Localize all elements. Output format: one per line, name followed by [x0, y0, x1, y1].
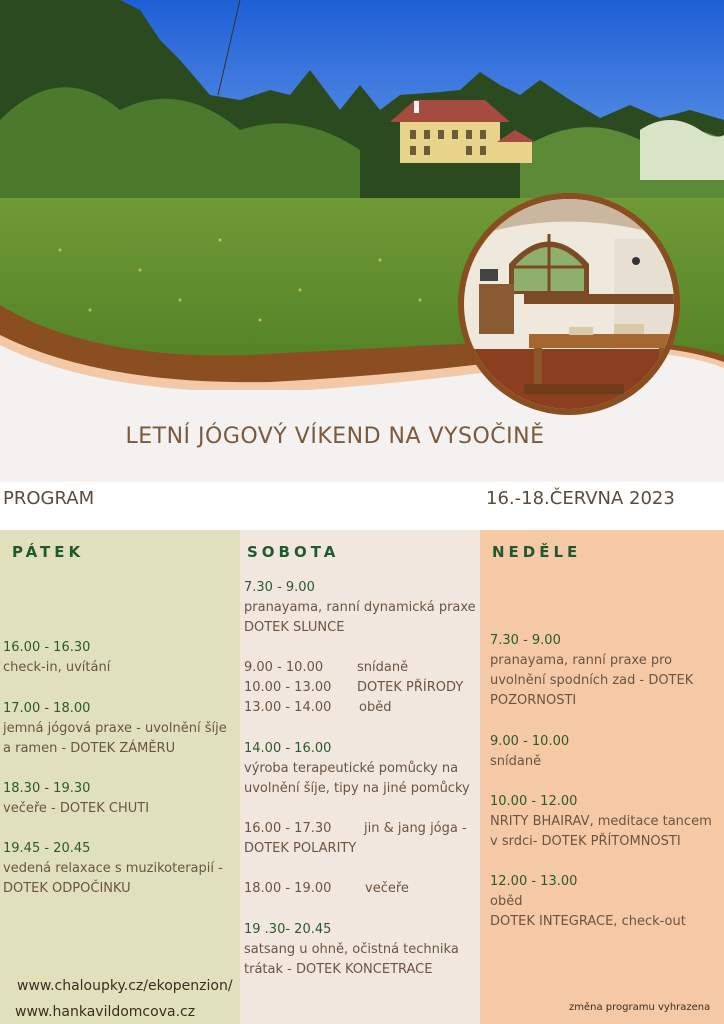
desc: večeře - DOTEK CHUTI: [3, 801, 150, 816]
desc: satsang u ohně, očistná technika: [244, 942, 459, 957]
desc: snídaně: [490, 754, 542, 769]
friday-item: [3, 779, 149, 819]
label: snídaně: [357, 660, 409, 675]
saturday-item: [244, 920, 459, 980]
saturday-item: [244, 578, 476, 638]
sunday-column: [480, 530, 724, 1024]
desc: uvolnění spodních zad - DOTEK: [490, 673, 694, 688]
time: 12.00 - 13.00: [490, 874, 578, 889]
interior-photo: [464, 199, 674, 409]
desc: DOTEK INTEGRACE, check-out: [490, 914, 686, 929]
time: 7.30 - 9.00: [490, 633, 561, 648]
friday-item: [3, 839, 223, 899]
desc: pranayama, ranní praxe pro: [490, 653, 673, 668]
desc: vedená relaxace s muzikoterapií -: [3, 861, 223, 876]
desc: POZORNOSTI: [490, 693, 577, 708]
desc: výroba terapeutické pomůcky na: [244, 761, 459, 776]
desc: oběd: [490, 894, 523, 909]
label: večeře: [365, 881, 409, 896]
time: 17.00 - 18.00: [3, 701, 91, 716]
desc: v srdci- DOTEK PŘÍTOMNOSTI: [490, 834, 681, 849]
time: 16.00 - 16.30: [3, 640, 91, 655]
website-link-hanka[interactable]: www.hankavildomcova.cz: [15, 1004, 196, 1020]
desc: a ramen - DOTEK ZÁMĚRU: [3, 741, 176, 756]
time: 19.45 - 20.45: [3, 841, 91, 856]
time: 14.00 - 16.00: [244, 741, 332, 756]
desc: NRITY BHAIRAV, meditace tancem: [490, 814, 712, 829]
time: 10.00 - 13.00: [244, 680, 332, 695]
time: 19 .30- 20.45: [244, 922, 332, 937]
website-link-chaloupky[interactable]: www.chaloupky.cz/ekopenzion/: [17, 978, 233, 994]
saturday-item: [244, 739, 470, 799]
desc: jemná jógová praxe - uvolnění šíje: [3, 721, 227, 736]
sunday-item: [490, 732, 569, 772]
sunday-heading: NEDĚLE: [492, 543, 582, 561]
time: 18.00 - 19.00: [244, 881, 332, 896]
desc: uvolnění šíje, tipy na jiné pomůcky: [244, 781, 470, 796]
time: 10.00 - 12.00: [490, 794, 578, 809]
friday-column: [0, 530, 240, 1024]
page-title: LETNÍ JÓGOVÝ VÍKEND NA VYSOČINĚ: [125, 424, 545, 449]
label: oběd: [359, 700, 392, 715]
time: 13.00 - 14.00: [244, 700, 332, 715]
desc: DOTEK ODPOČINKU: [3, 881, 131, 896]
friday-item: [3, 699, 227, 759]
friday-item: [3, 638, 110, 678]
friday-heading: PÁTEK: [12, 543, 85, 561]
program-label: PROGRAM: [3, 488, 95, 509]
time: 9.00 - 10.00: [490, 734, 570, 749]
saturday-heading: SOBOTA: [247, 543, 340, 561]
time: 7.30 - 9.00: [244, 580, 315, 595]
sunday-item: [490, 872, 686, 932]
time: 16.00 - 17.30: [244, 821, 332, 836]
desc: DOTEK POLARITY: [244, 841, 357, 856]
event-dates: 16.-18.ČERVNA 2023: [486, 488, 675, 509]
time: 18.30 - 19.30: [3, 781, 91, 796]
desc: pranayama, ranní dynamická praxe: [244, 600, 476, 615]
interior-photo-frame: [458, 193, 680, 415]
desc: check-in, uvítání: [3, 660, 111, 675]
label: DOTEK PŘÍRODY: [357, 680, 464, 695]
desc: DOTEK SLUNCE: [244, 620, 345, 635]
program-change-note: změna programu vyhrazena: [569, 1002, 711, 1013]
sunday-item: [490, 792, 712, 852]
sunday-item: [490, 631, 693, 711]
desc: trátak - DOTEK KONCETRACE: [244, 962, 433, 977]
label: jin & jang jóga -: [364, 821, 467, 836]
time: 9.00 - 10.00: [244, 660, 324, 675]
